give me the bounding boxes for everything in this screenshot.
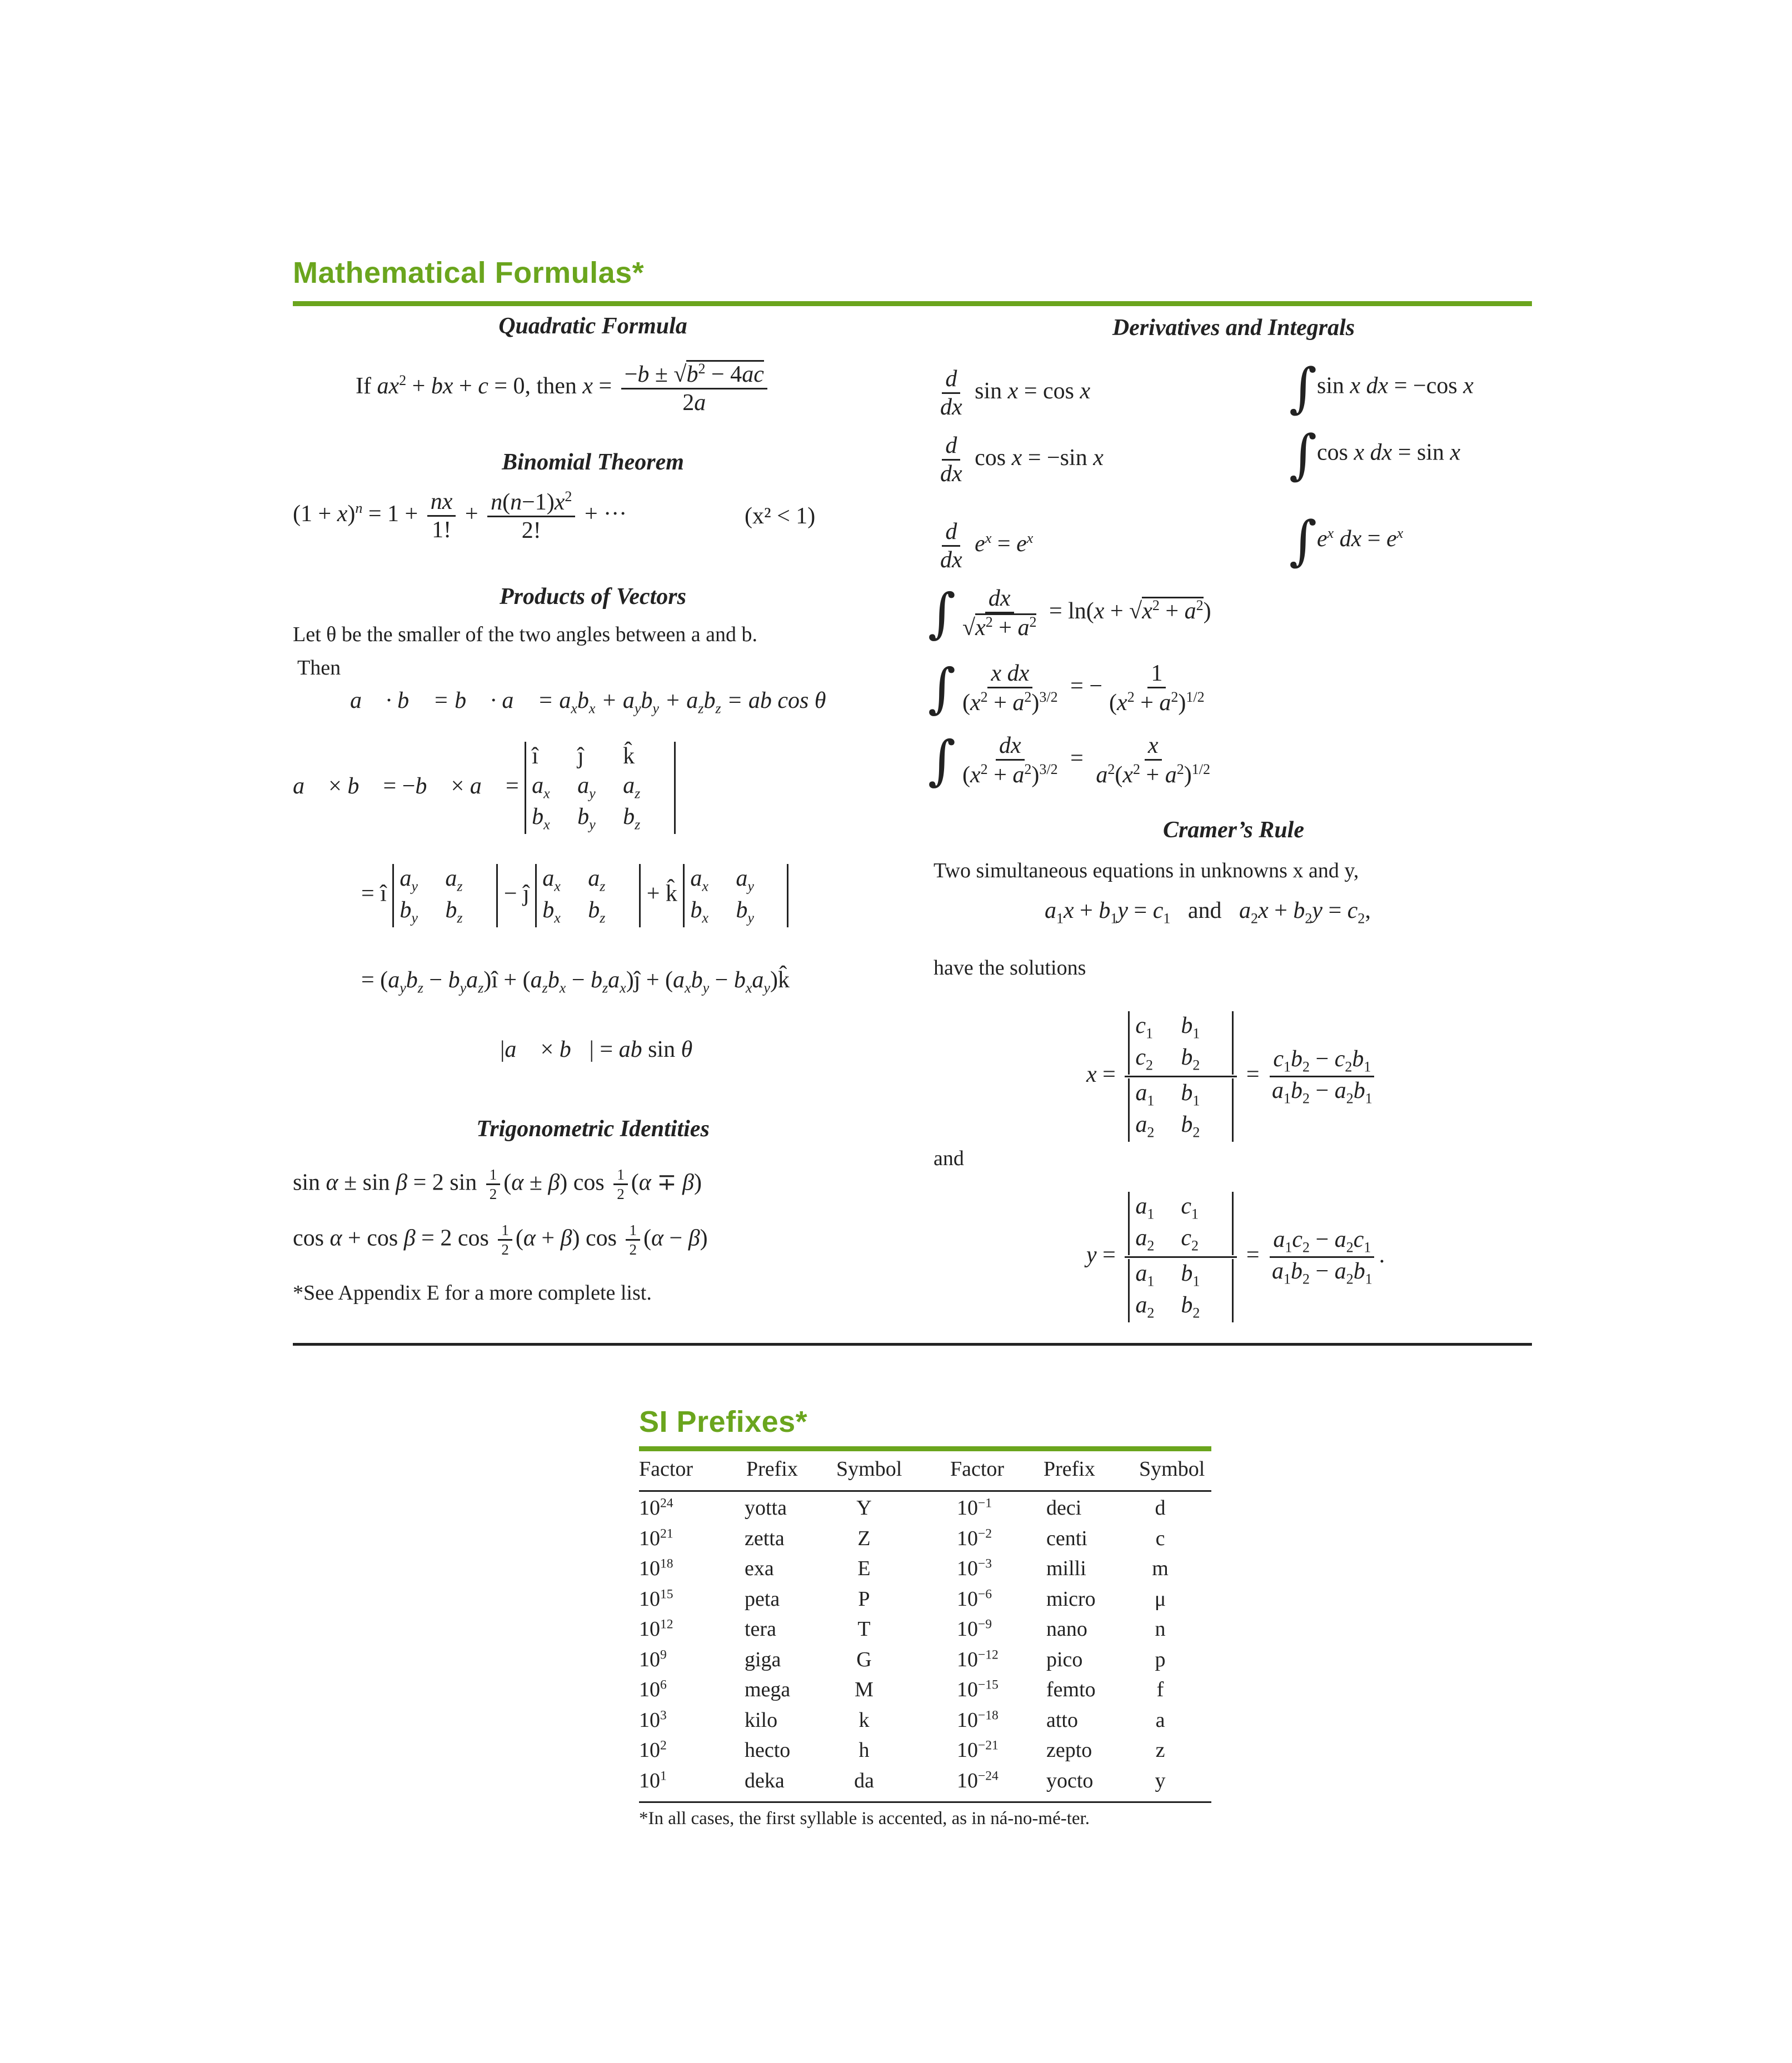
si-factor: $10^{-2}$ bbox=[957, 1526, 992, 1550]
cramer-have: have the solutions bbox=[934, 956, 1086, 980]
si-prefix: femto bbox=[1046, 1678, 1096, 1701]
si-factor: $10^3$ bbox=[639, 1707, 667, 1732]
si-prefix: exa bbox=[745, 1557, 774, 1580]
si-prefix: peta bbox=[745, 1587, 780, 1611]
si-prefix: tera bbox=[745, 1617, 776, 1641]
si-factor: $10^1$ bbox=[639, 1768, 667, 1792]
cramer-intro: Two simultaneous equations in unknowns x and y, bbox=[934, 859, 1359, 882]
si-factor: $10^{-9}$ bbox=[957, 1617, 992, 1641]
si-prefix: milli bbox=[1046, 1557, 1086, 1580]
si-table-row bbox=[639, 1738, 1211, 1769]
si-table-row bbox=[639, 1617, 1211, 1647]
si-symbol: Y bbox=[856, 1496, 872, 1520]
si-table-row bbox=[639, 1647, 1211, 1678]
si-symbol: f bbox=[1156, 1678, 1164, 1701]
si-symbol: E bbox=[857, 1557, 871, 1580]
si-table-row bbox=[639, 1708, 1211, 1739]
si-symbol: h bbox=[858, 1739, 870, 1762]
math-section-title: Mathematical Formulas* bbox=[293, 256, 645, 289]
cramer-y-solution: y = $a_1$ $c_1$ $a_2$ $c_2$ $a_1$ $b_1$ $a_2$ $b_2$ = $\frac{a_1c_2 - a_2c_1}{a_1b_2 - a_2b_1}$ . bbox=[1086, 1192, 1385, 1322]
integral-power-1: ∫ $\frac{\text{x dx}}{(x^2 + a^2)^{3/2}}$ = − $\frac{1}{(x^2 + a^2)^{1/2}}$ bbox=[928, 657, 1205, 720]
si-symbol: k bbox=[858, 1708, 870, 1732]
si-header-factor-1: Factor bbox=[639, 1457, 693, 1481]
derivative-sin: $\frac{d}{dx}$ sin x = cos x bbox=[940, 366, 1091, 421]
si-prefix: giga bbox=[745, 1647, 781, 1671]
cross-product-definition: a⃗ × b⃗ = −b⃗ × a⃗ = î ĵ k̂ $a_x$ $a_y$ $a_z$ $b_x$ $b_y$ $b_z$ bbox=[293, 742, 676, 834]
binomial-heading: Binomial Theorem bbox=[502, 449, 684, 475]
si-prefix: hecto bbox=[745, 1739, 791, 1762]
math-footnote: *See Appendix E for a more complete list. bbox=[293, 1281, 652, 1305]
trig-sin-identity: sin α ± sin β = 2 sin $\frac{1}{2}$ (α ± β) cos $\frac{1}{2}$ (α ∓ β) bbox=[293, 1166, 702, 1203]
si-prefix: atto bbox=[1046, 1708, 1078, 1732]
si-symbol: c bbox=[1155, 1526, 1165, 1550]
si-factor: $10^{-21}$ bbox=[957, 1738, 999, 1762]
trig-cos-identity: cos α + cos β = 2 cos $\frac{1}{2}$ (α + β) cos $\frac{1}{2}$ (α − β) bbox=[293, 1222, 708, 1258]
si-header-prefix-2: Prefix bbox=[1044, 1457, 1095, 1481]
math-title-rule bbox=[293, 301, 1532, 306]
si-symbol: p bbox=[1155, 1647, 1166, 1671]
cramer-heading: Cramer’s Rule bbox=[1163, 817, 1304, 843]
cramer-x-solution: x = $c_1$ $b_1$ $c_2$ $b_2$ $a_1$ $b_1$ $a_2$ $b_2$ = $\frac{c_1b_2 - c_2b_1}{a_1b_2 - a_2b_1}$ bbox=[1086, 1011, 1379, 1142]
si-header-prefix-1: Prefix bbox=[746, 1457, 798, 1481]
si-symbol: n bbox=[1155, 1617, 1166, 1641]
si-symbol: da bbox=[854, 1769, 874, 1792]
cramer-and: and bbox=[934, 1147, 964, 1170]
integral-sin: ∫sin x dx = −cos x bbox=[1289, 357, 1474, 419]
si-factor: $10^{-24}$ bbox=[957, 1768, 999, 1792]
si-factor: $10^{-6}$ bbox=[957, 1586, 992, 1611]
si-symbol: T bbox=[857, 1617, 871, 1641]
integral-cos: ∫cos x dx = sin x bbox=[1289, 423, 1461, 486]
si-prefix: yotta bbox=[745, 1496, 787, 1520]
si-factor: $10^{15}$ bbox=[639, 1586, 673, 1611]
si-header-factor-2: Factor bbox=[950, 1457, 1005, 1481]
si-factor: $10^{18}$ bbox=[639, 1556, 673, 1580]
section-divider bbox=[293, 1343, 1532, 1346]
si-table-row bbox=[639, 1526, 1211, 1557]
si-symbol: M bbox=[855, 1678, 873, 1701]
si-table-row bbox=[639, 1677, 1211, 1708]
si-table-row bbox=[639, 1556, 1211, 1587]
si-factor: $10^{24}$ bbox=[639, 1496, 673, 1520]
si-factor: $10^{-15}$ bbox=[957, 1677, 999, 1701]
si-header-rule bbox=[639, 1490, 1211, 1492]
si-prefix: zetta bbox=[745, 1526, 785, 1550]
si-symbol: P bbox=[858, 1587, 870, 1611]
si-factor: $10^{-3}$ bbox=[957, 1556, 992, 1580]
si-prefix: mega bbox=[745, 1678, 791, 1701]
si-table-row bbox=[639, 1769, 1211, 1799]
si-prefix: yocto bbox=[1046, 1769, 1094, 1792]
cross-product-result: = ($a_yb_z$ − $b_ya_z)î + (a_zb_x$ − $b_za_x)ĵ + (a_xb_y$ − $b_xa_y)k̂$ bbox=[361, 967, 790, 996]
si-title-rule bbox=[639, 1446, 1211, 1451]
si-table-row bbox=[639, 1587, 1211, 1617]
integral-ln: ∫ $\frac{dx}{√x^2 + a^2}$ = $\ln(x + √x^2 + a^2)$ bbox=[928, 582, 1211, 645]
si-factor: $10^2$ bbox=[639, 1738, 667, 1762]
vectors-intro: Let θ be the smaller of the two angles between a and b. bbox=[293, 623, 757, 646]
si-header-symbol-2: Symbol bbox=[1139, 1457, 1205, 1481]
si-prefix: nano bbox=[1046, 1617, 1087, 1641]
si-symbol: m bbox=[1152, 1557, 1169, 1580]
si-factor: $10^{-1}$ bbox=[957, 1496, 992, 1520]
si-table-row bbox=[639, 1496, 1211, 1526]
si-prefix: zepto bbox=[1046, 1739, 1092, 1762]
si-factor: $10^{12}$ bbox=[639, 1617, 673, 1641]
derivative-exp: $\frac{d}{dx}$ $e^x = e^x$ bbox=[940, 519, 1034, 573]
si-factor: $10^{-18}$ bbox=[957, 1707, 999, 1732]
si-factor: $10^{-12}$ bbox=[957, 1647, 999, 1671]
si-prefix: pico bbox=[1046, 1647, 1083, 1671]
si-header-symbol-1: Symbol bbox=[836, 1457, 902, 1481]
si-factor: $10^9$ bbox=[639, 1647, 667, 1671]
si-bottom-rule bbox=[639, 1801, 1211, 1803]
vectors-heading: Products of Vectors bbox=[500, 584, 686, 610]
si-symbol: Z bbox=[857, 1526, 871, 1550]
quadratic-formula: If $ax^2$ + bx + c = 0, then x = $\frac{-b \pm √b^2 - 4ac}{2a}$ bbox=[356, 361, 771, 415]
quadratic-heading: Quadratic Formula bbox=[498, 313, 687, 339]
derivatives-heading: Derivatives and Integrals bbox=[1112, 315, 1355, 341]
derivative-cos: $\frac{d}{dx}$ cos x = −sin x bbox=[940, 433, 1104, 487]
cross-magnitude: |a⃗ × b⃗| = ab sin θ bbox=[500, 1037, 693, 1062]
si-prefix: centi bbox=[1046, 1526, 1087, 1550]
si-table-header bbox=[639, 1457, 1211, 1485]
si-symbol: a bbox=[1155, 1708, 1165, 1732]
binomial-formula: $(1 + x)^n = 1$ + $\frac{nx}{1!}$ + $\frac{n(n-1)x^2}{2!}$ + ··· bbox=[293, 488, 627, 544]
si-factor: $10^{21}$ bbox=[639, 1526, 673, 1550]
cross-product-expansion: = î $a_y$ $a_z$ $b_y$ $b_z$ − ĵ $a_x$ $a_z$ $b_x$ $b_z$ + k̂ $a_x$ $a_y$ $b_x$ $b_y$ bbox=[361, 864, 788, 927]
si-footnote: *In all cases, the first syllable is accented, as in ná-no-mé-ter. bbox=[639, 1809, 1090, 1829]
integral-exp: $\int e^x$ dx = $e^x$ bbox=[1289, 509, 1404, 572]
trig-heading: Trigonometric Identities bbox=[476, 1116, 710, 1142]
vectors-then: Then bbox=[297, 656, 341, 680]
cramer-system: $a_1x + b_1y = c_1$ and $a_2x + b_2y = c_2$, bbox=[1045, 898, 1371, 927]
dot-product: a⃗ · b⃗ = b⃗ · a⃗ = $a_xb_x + a_yb_y + a_zb_z$ = ab cos θ bbox=[350, 688, 826, 717]
si-section-title: SI Prefixes* bbox=[639, 1405, 808, 1438]
si-prefix: micro bbox=[1046, 1587, 1096, 1611]
si-factor: $10^6$ bbox=[639, 1677, 667, 1701]
si-prefix: deci bbox=[1046, 1496, 1082, 1520]
si-symbol: z bbox=[1155, 1739, 1165, 1762]
si-prefix: kilo bbox=[745, 1708, 778, 1732]
integral-power-2: ∫ $\frac{dx}{(x^2 + a^2)^{3/2}}$ = $\frac{x}{a^2(x^2 + a^2)^{1/2}}$ bbox=[928, 729, 1210, 792]
si-symbol: G bbox=[856, 1647, 872, 1671]
si-prefix: deka bbox=[745, 1769, 785, 1792]
binomial-condition: (x² < 1) bbox=[745, 503, 816, 529]
si-symbol: μ bbox=[1154, 1587, 1166, 1611]
si-symbol: d bbox=[1155, 1496, 1166, 1520]
si-symbol: y bbox=[1155, 1769, 1166, 1792]
